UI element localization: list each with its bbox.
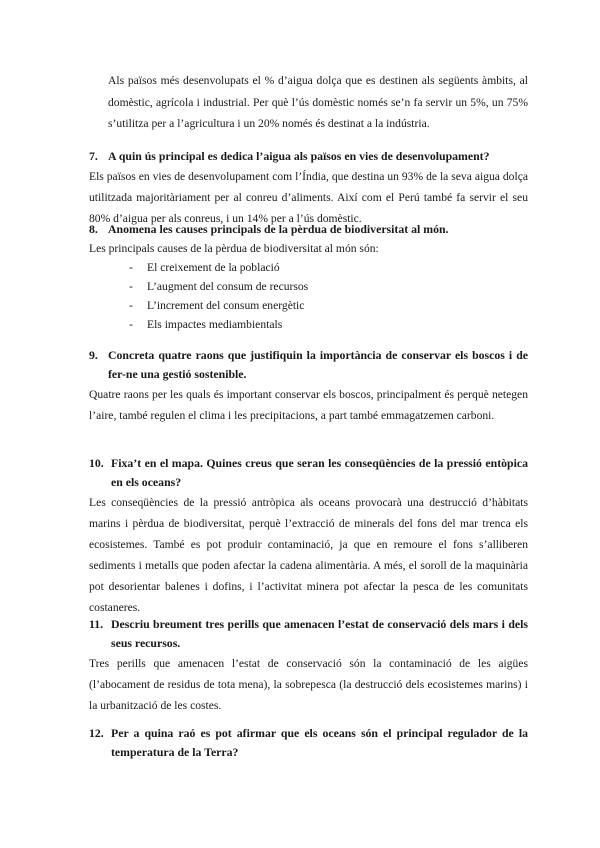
question-number: 9. bbox=[89, 348, 98, 362]
question-title: Concreta quatre raons que justifiquin la importància de conservar els boscos i de fer-ne una gestió sostenible. bbox=[108, 348, 528, 381]
question-number: 11. bbox=[89, 617, 104, 631]
question-title: Per a quina raó es pot afirmar que els oceans són el principal regulador de la temperatura de la Terra? bbox=[111, 726, 528, 759]
question-9 bbox=[89, 346, 528, 426]
question-answer: Les conseqüències de la pressió antròpica als oceans provocarà una destrucció d’hàbitats marins i pèrdua de biodiversitat, perquè l’extracció de minerals del fons del mar trenca els ecosistemes. També es pot produir contaminació, ja que en remoure el fons s’alliberen sediments i metalls que poden afectar la cadena alimentària. A més, el soroll de la maquinària pot desorientar balenes i dofins, i l’activitat minera pot afectar la pesca de les comunitats costaneres. bbox=[89, 496, 528, 614]
list-item: - Els impactes mediambientals bbox=[129, 318, 283, 331]
list-item: - L’increment del consum energètic bbox=[129, 299, 305, 312]
question-number: 10. bbox=[89, 456, 104, 470]
question-answer: Les principals causes de la pèrdua de biodiversitat al món són: bbox=[89, 242, 379, 255]
question-number: 12. bbox=[89, 726, 104, 740]
intro-paragraph: Als països més desenvolupats el % d’aigua dolça que es destinen als següents àmbits, al domèstic, agrícola i industrial. Per què l’ús domèstic només se’n fa servir un 5%, un 75% s’utilitza per a l’agricultura i un 20% només és destinat a la indústria. bbox=[108, 74, 528, 130]
question-answer: Els països en vies de desenvolupament com l’Índia, que destina un 93% de la seva aigua dolça utilitzada majoritàriament per al conreu d’aliments. Així com el Perú també fa servir el seu 80% d’aigua per als conreus, i un 14% per a l’ús domèstic. bbox=[89, 170, 528, 225]
question-number: 8. bbox=[89, 222, 98, 236]
causes-list bbox=[129, 258, 528, 334]
question-title: Descriu breument tres perills que amenacen l’estat de conservació dels mars i dels seus recursos. bbox=[111, 617, 528, 650]
question-11 bbox=[89, 615, 528, 716]
question-7 bbox=[89, 147, 528, 229]
question-12 bbox=[89, 724, 528, 762]
question-10 bbox=[89, 454, 528, 618]
question-title: Anomena les causes principals de la pèrdua de biodiversitat al món. bbox=[108, 222, 449, 236]
question-answer: Tres perills que amenacen l’estat de conservació són la contaminació de les aigües (l’abocament de residus de tota mena), la sobrepesca (la destrucció dels ecosistemes marins) i la urbanització de les costes. bbox=[89, 657, 528, 712]
question-8 bbox=[89, 220, 528, 334]
question-answer: Quatre raons per les quals és important conservar els boscos, principalment és perquè netegen l’aire, també regulen el clima i les precipitacions, a part també emmagatzemen carboni. bbox=[89, 388, 528, 422]
question-number: 7. bbox=[89, 149, 98, 163]
question-title: Fixa’t en el mapa. Quines creus que seran les conseqüències de la pressió entòpica en els oceans? bbox=[111, 456, 528, 489]
list-item: - El creixement de la població bbox=[129, 261, 280, 274]
question-title: A quin ús principal es dedica l’aigua als països en vies de desenvolupament? bbox=[108, 149, 490, 163]
list-item: - L’augment del consum de recursos bbox=[129, 280, 309, 293]
